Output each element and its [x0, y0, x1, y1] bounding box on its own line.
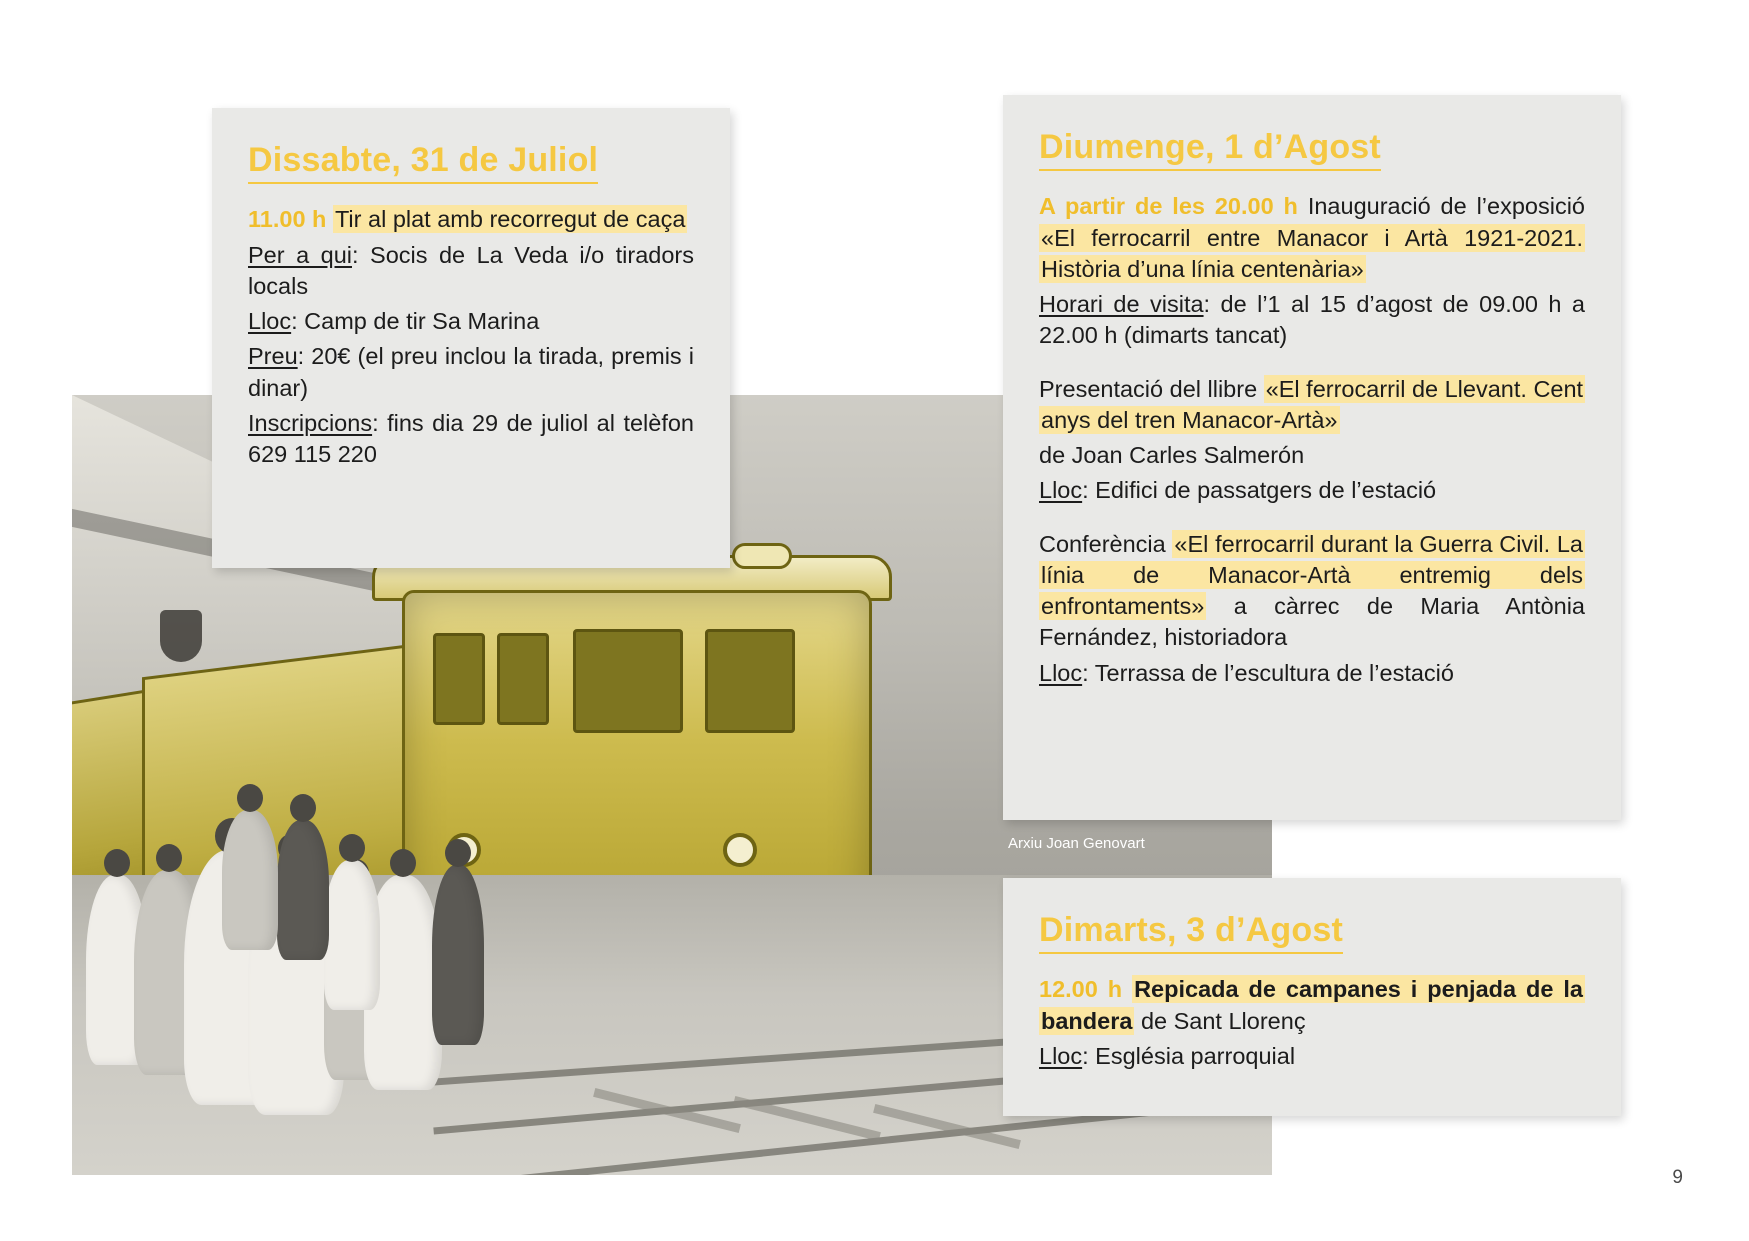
card-dissabte	[212, 108, 730, 568]
card-diumenge-block-llibre	[1039, 374, 1585, 507]
card-dimarts-activity-text: Repicada de campanes i penjada de la bandera	[1041, 976, 1583, 1034]
photo-train-headlight	[723, 833, 757, 867]
card-diumenge-conferencia-title: «El ferrocarril durant la Guerra Civil. La línia de Manacor-Artà entremig dels enfrontaments»	[1041, 530, 1583, 620]
photo-credit: Arxiu Joan Genovart	[1008, 835, 1145, 852]
card-diumenge-exposicio-title: «El ferrocarril entre Manacor i Artà 1921-2021. Història d’una línia centenària»	[1041, 224, 1583, 282]
photo-train-lamp	[732, 543, 792, 569]
photo-person	[432, 865, 484, 1045]
card-diumenge-time: A partir de les 20.00 h	[1039, 193, 1298, 220]
card-dissabte-line	[248, 240, 694, 303]
card-diumenge-conferencia-text	[1039, 529, 1585, 654]
card-dissabte-line	[248, 306, 694, 337]
card-diumenge	[1003, 95, 1621, 820]
photo-train-window	[497, 633, 549, 725]
card-dimarts-place-text: : Església parroquial	[1082, 1042, 1296, 1069]
card-dimarts-title: Dimarts, 3 d’Agost	[1039, 912, 1343, 954]
card-diumenge-conferencia-intro: Conferència	[1039, 530, 1173, 557]
card-diumenge-conferencia-place-text: : Terrassa de l’escultura de l’estació	[1082, 659, 1454, 686]
card-dissabte-line	[248, 341, 694, 404]
photo-train-window	[573, 629, 683, 733]
card-diumenge-conferencia-place	[1039, 658, 1585, 689]
card-diumenge-llibre-title: «El ferrocarril de Llevant. Cent anys del tren Manacor-Artà»	[1041, 375, 1584, 433]
card-diumenge-block-conferencia	[1039, 529, 1585, 689]
card-dimarts-body	[1039, 974, 1585, 1072]
card-diumenge-conferencia-after: a càrrec de Maria Antònia Fernández, historiadora	[1039, 593, 1585, 651]
card-dimarts	[1003, 878, 1621, 1116]
card-diumenge-llibre-place-text: : Edifici de passatgers de l’estació	[1082, 477, 1437, 504]
card-diumenge-llibre-author: de Joan Carles Salmerón	[1039, 442, 1305, 469]
card-diumenge-horari	[1039, 289, 1585, 352]
card-dissabte-line-text: : fins dia 29 de juliol al telèfon 629 115 220	[248, 409, 694, 468]
photo-person	[324, 860, 380, 1010]
photo-train-window	[433, 633, 485, 725]
card-diumenge-llibre-place-label: Lloc	[1039, 477, 1083, 504]
card-dissabte-line-label: Inscripcions	[248, 409, 373, 436]
card-diumenge-llibre-place	[1039, 475, 1585, 506]
card-dissabte-time: 11.00 h	[248, 206, 327, 233]
card-diumenge-intro: Inauguració de l’exposició	[1307, 193, 1585, 220]
card-dimarts-place-label: Lloc	[1039, 1042, 1083, 1069]
card-dimarts-place	[1039, 1041, 1585, 1072]
card-diumenge-llibre-intro: Presentació del llibre	[1039, 375, 1264, 402]
card-dissabte-line-text: : 20€ (el preu inclou la tirada, premis i dinar)	[248, 343, 694, 401]
card-dissabte-line-label: Lloc	[248, 308, 292, 335]
card-dissabte-title: Dissabte, 31 de Juliol	[248, 142, 598, 184]
card-dissabte-line-text: : Camp de tir Sa Marina	[291, 308, 540, 335]
card-diumenge-exposicio-text	[1039, 191, 1585, 285]
card-dissabte-activity	[248, 204, 694, 235]
photo-train-window	[705, 629, 795, 733]
card-diumenge-horari-text: : de l’1 al 15 d’agost de 09.00 h a 22.00 h (dimarts tancat)	[1039, 291, 1585, 349]
card-diumenge-title: Diumenge, 1 d’Agost	[1039, 129, 1381, 171]
card-dissabte-line-label: Preu	[248, 343, 298, 370]
photo-person	[277, 820, 329, 960]
card-dissabte-line	[248, 408, 694, 471]
card-dissabte-activity-text: Tir al plat amb recorregut de caça	[334, 206, 686, 233]
card-dissabte-line-label: Per a qui	[248, 241, 352, 268]
card-diumenge-horari-label: Horari de visita	[1039, 291, 1204, 318]
card-dissabte-body	[248, 204, 694, 470]
card-diumenge-llibre-text	[1039, 374, 1585, 437]
card-diumenge-body	[1039, 191, 1585, 689]
card-dimarts-time: 12.00 h	[1039, 976, 1123, 1003]
card-dimarts-activity-after: de Sant Llorenç	[1134, 1007, 1306, 1034]
page-number: 9	[1672, 1167, 1683, 1188]
photo-person	[222, 810, 278, 950]
card-diumenge-conferencia-place-label: Lloc	[1039, 659, 1083, 686]
card-dimarts-activity	[1039, 974, 1585, 1037]
photo-bell	[160, 610, 202, 662]
card-dissabte-line-text: : Socis de La Veda i/o tiradors locals	[248, 241, 695, 299]
card-diumenge-block-exposicio	[1039, 191, 1585, 351]
